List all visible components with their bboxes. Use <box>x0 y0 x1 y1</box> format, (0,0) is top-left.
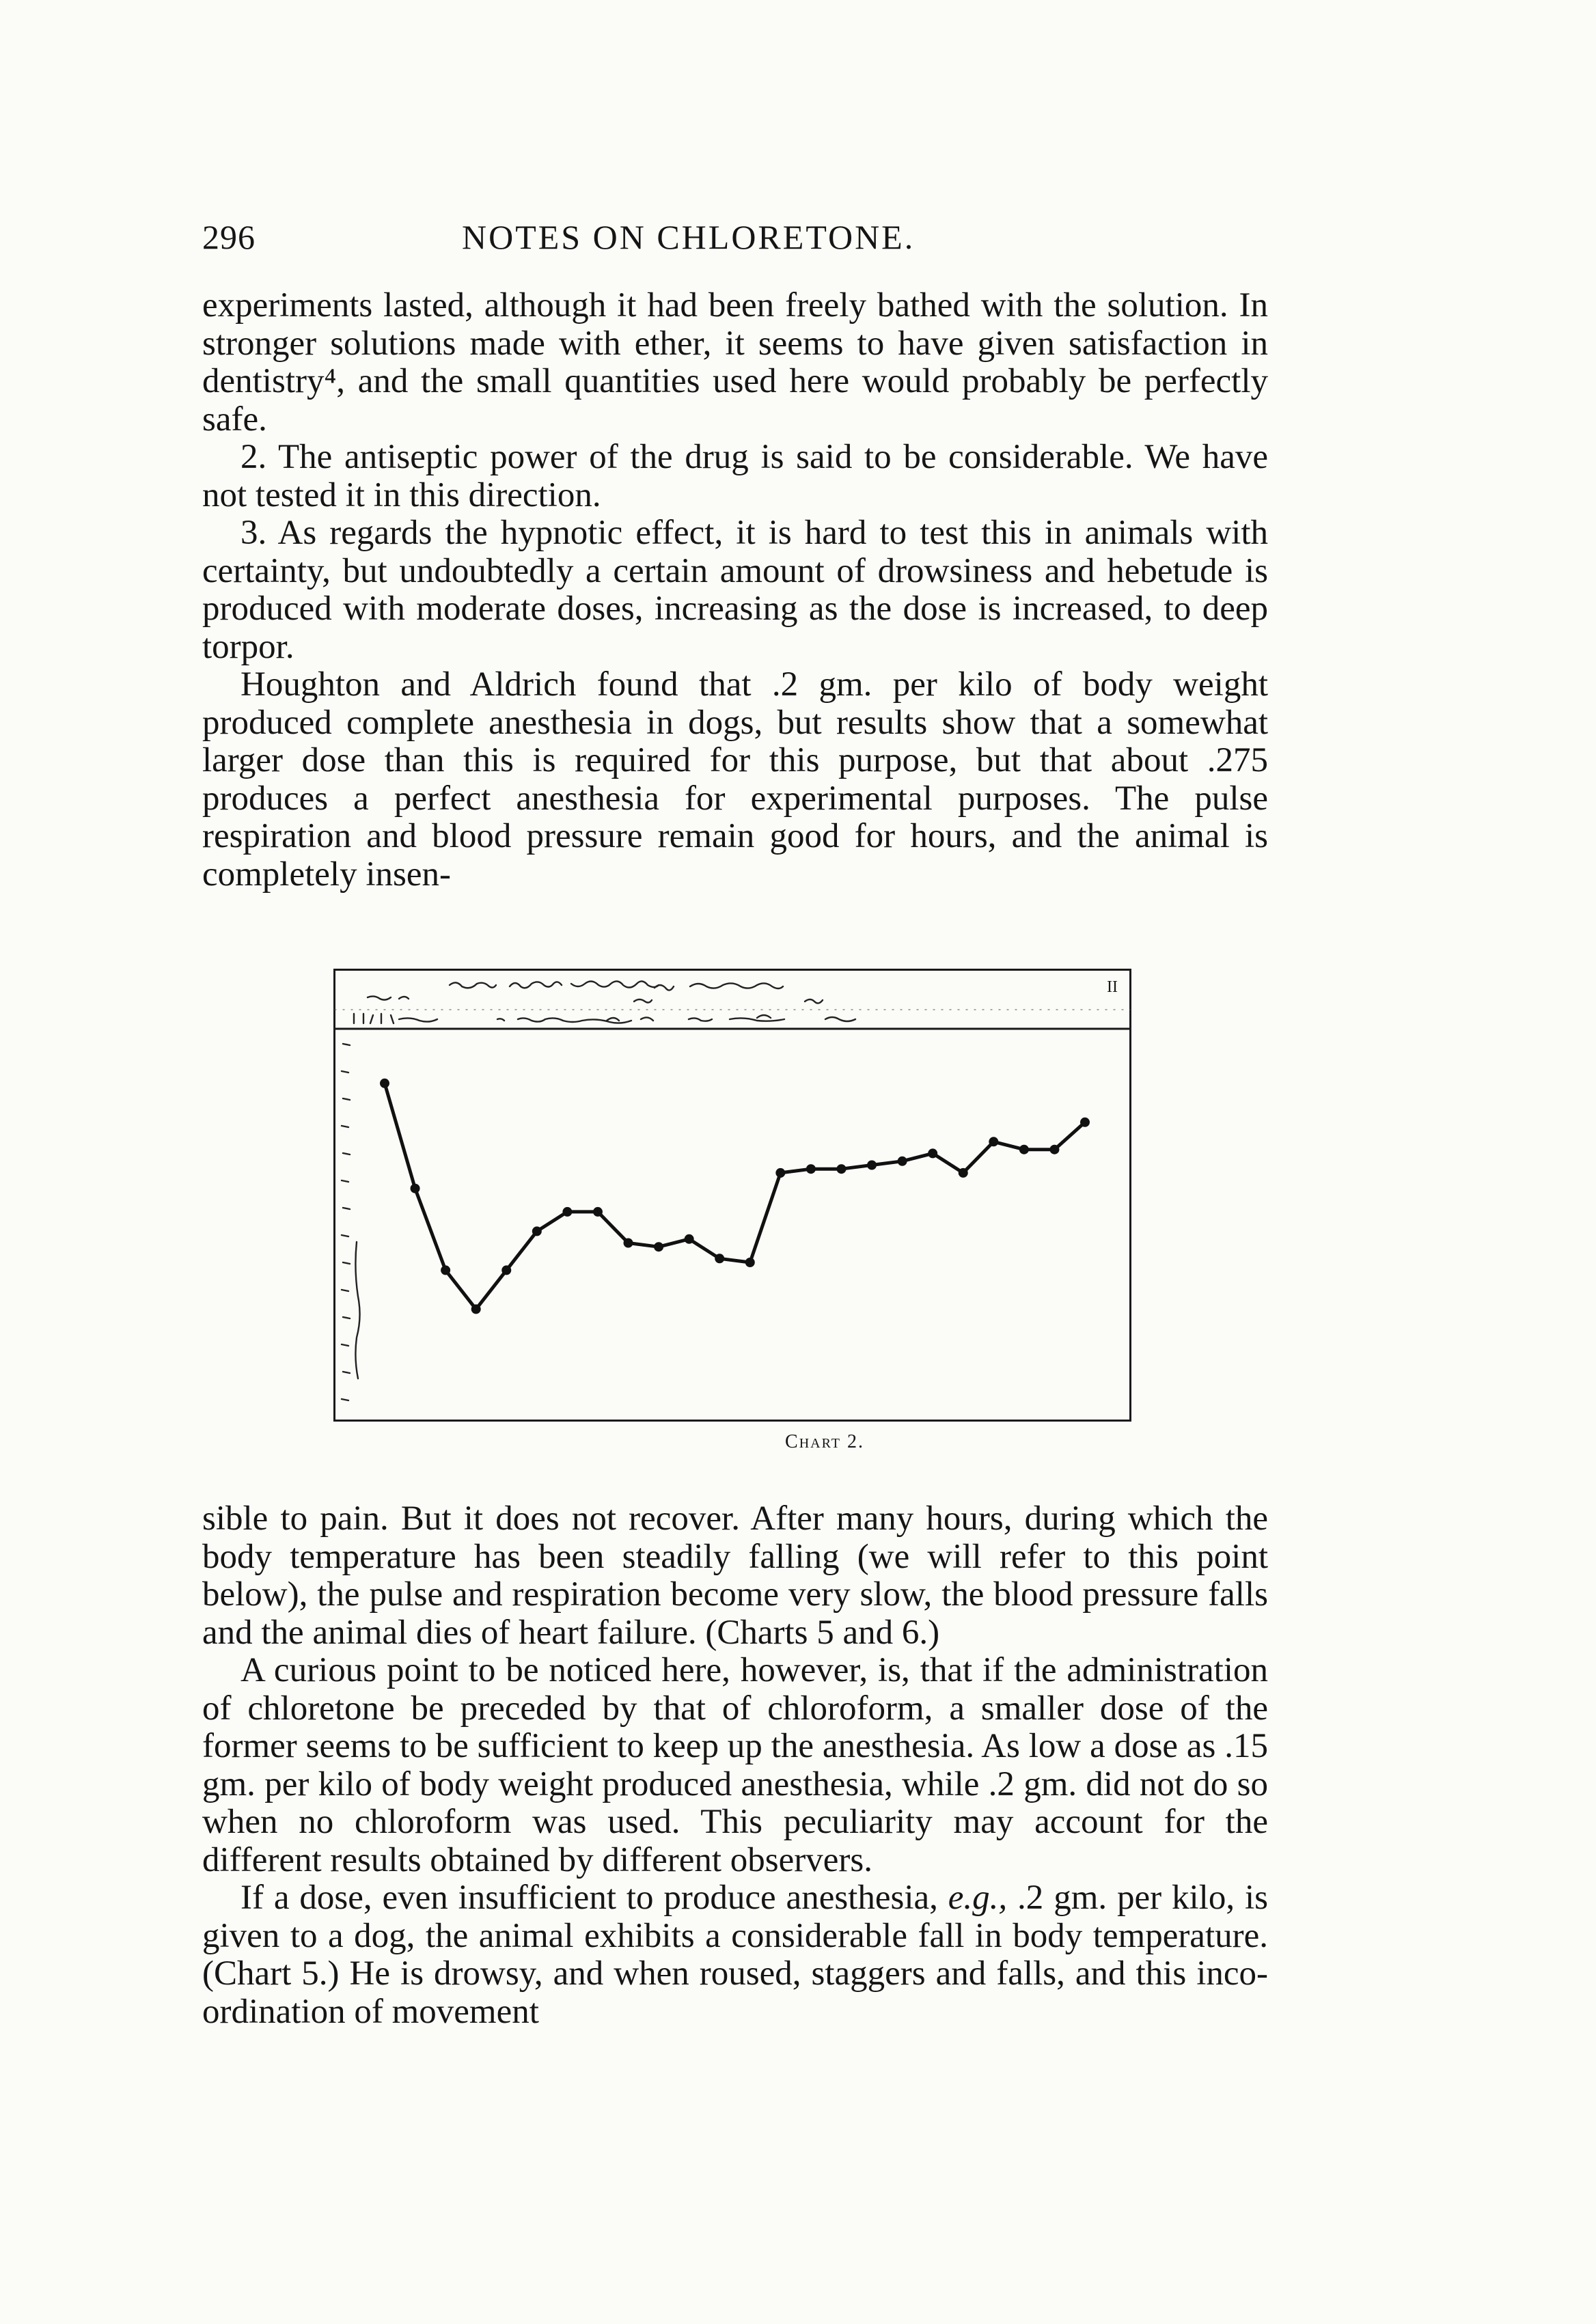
paragraph: sible to pain. But it does not recover. After many hours, during which the body temperature has been steadily falling (we will refer to this point below), the pulse and respiration become very slow, the blood pressure falls and the animal dies of heart failure. (Charts 5 and 6.) <box>202 1499 1268 1652</box>
running-head <box>202 217 1268 265</box>
chart-frame <box>335 970 1131 1421</box>
data-point <box>411 1184 420 1193</box>
paragraph-part: .2 gm. per kilo, is given to a dog, the animal exhibits a considerable fall in body temperature. (Chart 5.) He is drowsy, and when roused, staggers and falls, and this inco-ordination of movement <box>202 1879 1268 2031</box>
page-number: 296 <box>202 218 256 256</box>
data-point <box>836 1164 846 1174</box>
data-point <box>745 1258 755 1267</box>
data-point <box>471 1304 481 1314</box>
chart-caption-text: Chart 2. <box>785 1431 864 1452</box>
data-point <box>1019 1145 1029 1154</box>
running-title: NOTES ON CHLORETONE. <box>462 218 916 256</box>
series-line <box>385 1083 1085 1310</box>
paragraph: experiments lasted, although it had been freely bathed with the solution. In stronger solutions made with ether, it seems to have given satisfaction in dentistry⁴, and the small quantities used here would probably be perfectly safe. <box>202 286 1268 439</box>
data-point <box>532 1226 542 1236</box>
data-point <box>715 1254 724 1263</box>
data-point <box>593 1207 603 1217</box>
data-point <box>380 1079 389 1088</box>
paragraph: A curious point to be noticed here, however, is, that if the administration of chloretone be preceded by that of chloroform, a smaller dose of the former seems to be sufficient to keep up the anesthesia. As low a dose as .15 gm. per kilo of body weight produced anesthesia, while .2 gm. did not do so when no chloroform was used. This peculiarity may account for the different results obtained by different observers. <box>202 1651 1268 1879</box>
abbreviation-eg: e.g., <box>948 1879 1008 1917</box>
data-point <box>1049 1145 1059 1154</box>
body-text-top <box>202 287 1268 894</box>
data-point <box>685 1234 694 1244</box>
chart-caption <box>0 1431 1596 1453</box>
data-point <box>928 1148 937 1158</box>
chart-figure <box>333 969 1131 1422</box>
data-point <box>867 1161 877 1170</box>
data-point <box>806 1164 816 1174</box>
paragraph-part: If a dose, even insufficient to produce anesthesia, <box>240 1879 948 1917</box>
paragraph: 3. As regards the hypnotic effect, it is hard to test this in animals with certainty, but undoubtedly a certain amount of drowsiness and hebetude is produced with moderate doses, increasing as the dose is increased, to deep torpor. <box>202 514 1268 666</box>
data-point <box>501 1265 511 1275</box>
chart-corner-label: II <box>1107 978 1118 996</box>
data-point <box>1080 1118 1090 1127</box>
data-point <box>624 1239 633 1248</box>
line-chart <box>333 969 1131 1422</box>
data-point <box>898 1157 907 1166</box>
data-point <box>441 1265 450 1275</box>
data-point <box>775 1168 785 1178</box>
data-point <box>654 1242 663 1251</box>
data-point <box>989 1137 998 1146</box>
data-point <box>959 1168 968 1178</box>
paragraph: 2. The antiseptic power of the drug is said to be considerable. We have not tested it in this direction. <box>202 438 1268 514</box>
data-point <box>562 1207 572 1217</box>
chart-series <box>380 1079 1090 1314</box>
paragraph: Houghton and Aldrich found that .2 gm. per kilo of body weight produced complete anesthesia in dogs, but results show that a somewhat larger dose than this is required for this purpose, but that about .275 produces a perfect anesthesia for experimental purposes. The pulse respiration and blood pressure remain good for hours, and the animal is completely insen- <box>202 665 1268 894</box>
body-text-bottom <box>202 1500 1268 2031</box>
paragraph <box>202 1879 1268 2031</box>
